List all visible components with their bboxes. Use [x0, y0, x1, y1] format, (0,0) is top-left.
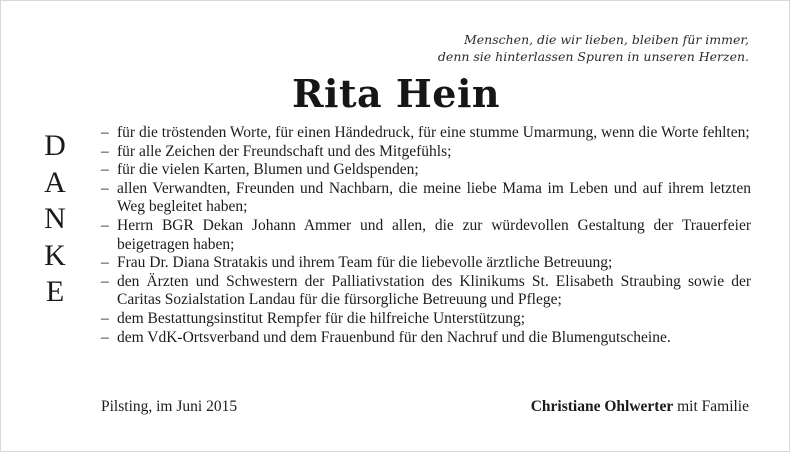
danke-vertical: [39, 128, 71, 311]
signer-suffix: mit Familie: [673, 398, 749, 415]
deceased-name: Rita Hein: [291, 71, 501, 116]
thanks-list: [101, 124, 751, 347]
danke-letter: N: [44, 202, 66, 235]
quote-line-1: Menschen, die wir lieben, bleiben für immer,: [463, 32, 749, 47]
thanks-item: – dem VdK-Ortsverband und dem Frauenbund für den Nachruf und die Blumengutscheine.: [101, 329, 751, 348]
thanks-item: – dem Bestattungsinstitut Rempfer für die hilfreiche Unterstützung;: [101, 310, 751, 329]
thanks-item: – Frau Dr. Diana Stratakis und ihrem Team für die liebevolle ärztliche Betreuung;: [101, 254, 751, 273]
thanks-item: – allen Verwandten, Freunden und Nachbarn, die meine liebe Mama im Leben und auf ihrem letzten Weg begleitet haben;: [101, 180, 751, 217]
thanks-item: – für alle Zeichen der Freundschaft und des Mitgefühls;: [101, 143, 751, 162]
memorial-quote: [349, 31, 749, 65]
signature: [531, 397, 749, 417]
danke-letter: D: [44, 129, 66, 162]
place-date: Pilsting, im Juni 2015: [101, 398, 238, 415]
signer-name: Christiane Ohlwerter: [530, 398, 674, 415]
thanks-item: – für die tröstenden Worte, für einen Händedruck, für eine stumme Umarmung, wenn die Worte fehlten;: [101, 124, 751, 143]
thanks-item: – Herrn BGR Dekan Johann Ammer und allen, die zur würdevollen Gestaltung der Trauerfeier beigetragen haben;: [101, 217, 751, 254]
danke-letter: E: [45, 275, 65, 308]
thanks-item: – für die vielen Karten, Blumen und Geldspenden;: [101, 161, 751, 180]
danke-letter: K: [44, 238, 66, 272]
danke-letter: A: [44, 165, 66, 199]
thanks-item: – den Ärzten und Schwestern der Palliativstation des Klinikums St. Elisabeth Straubing sowie der Caritas Sozialstation Landau für die fürsorgliche Betreuung und Pflege;: [101, 273, 751, 310]
quote-line-2: denn sie hinterlassen Spuren in unseren Herzen.: [437, 49, 749, 64]
